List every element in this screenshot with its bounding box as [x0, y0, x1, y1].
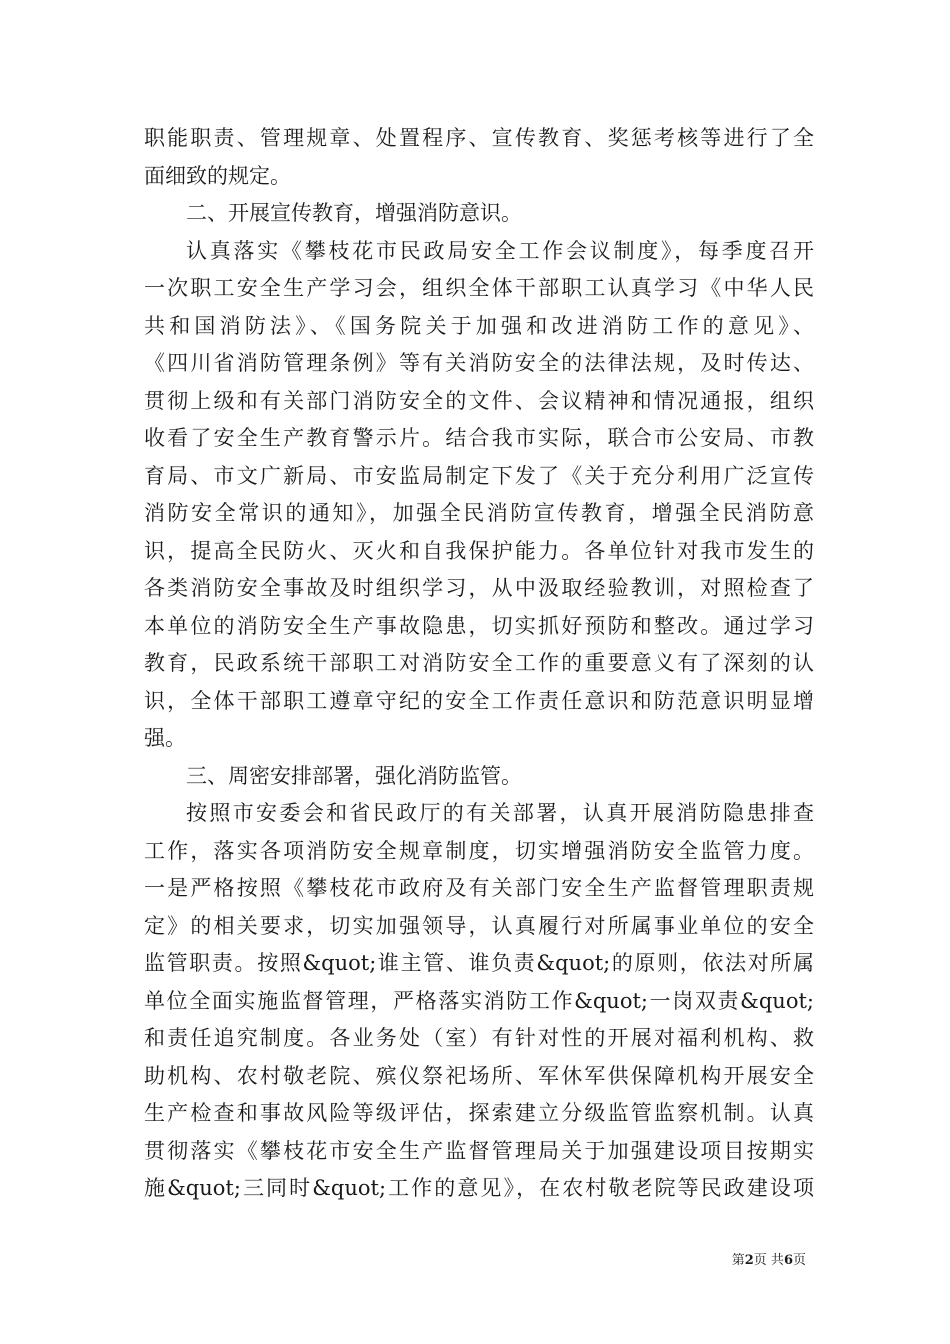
text-line: 本单位的消防安全生产事故隐患，切实抓好预防和整改。通过学习 — [144, 613, 814, 638]
footer-suffix: 页 — [792, 1253, 806, 1268]
text-line: 面细致的规定。 — [144, 163, 291, 188]
text-line: 贯彻落实《攀枝花市安全生产监督管理局关于加强建设项目按期实 — [144, 1138, 814, 1163]
text-line: 共和国消防法》、《国务院关于加强和改进消防工作的意见》、 — [144, 313, 814, 338]
section-heading: 二、开展宣传教育，增强消防意识。 — [186, 201, 522, 225]
text-line: 单位全面实施监督管理，严格落实消防工作&quot;一岗双责&quot; — [144, 988, 814, 1013]
section-heading: 三、周密安排部署，强化消防监管。 — [186, 763, 522, 788]
text-line: 监管职责。按照&quot;谁主管、谁负责&quot;的原则，依法对所属 — [144, 951, 814, 975]
text-line: 认真落实《攀枝花市民政局安全工作会议制度》，每季度召开 — [186, 238, 814, 263]
text-line: 和责任追究制度。各业务处（室）有针对性的开展对福利机构、救 — [144, 1026, 814, 1050]
text-line: 各类消防安全事故及时组织学习，从中汲取经验教训，对照检查了 — [144, 576, 814, 600]
footer-middle: 页 共 — [753, 1253, 784, 1268]
text-line: 消防安全常识的通知》，加强全民消防宣传教育，增强全民消防意 — [144, 501, 814, 525]
text-line: 收看了安全生产教育警示片。结合我市实际，联合市公安局、市教 — [144, 426, 814, 450]
text-line: 工作，落实各项消防安全规章制度，切实增强消防安全监管力度。 — [144, 838, 814, 863]
total-pages-number: 6 — [783, 1253, 793, 1268]
text-line: 识，提高全民防火、灭火和自我保护能力。各单位针对我市发生的 — [144, 538, 814, 563]
text-line: 定》的相关要求，切实加强领导，认真履行对所属事业单位的安全 — [144, 913, 814, 938]
text-line: 助机构、农村敬老院、殡仪祭祀场所、军休军供保障机构开展安全 — [144, 1063, 814, 1088]
text-line: 识，全体干部职工遵章守纪的安全工作责任意识和防范意识明显增 — [144, 688, 814, 713]
text-line: 施&quot;三同时&quot;工作的意见》，在农村敬老院等民政建设项 — [144, 1176, 814, 1200]
text-line: 职能职责、管理规章、处置程序、宣传教育、奖惩考核等进行了全 — [144, 126, 814, 150]
text-line: 生产检查和事故风险等级评估，探索建立分级监管监察机制。认真 — [144, 1101, 814, 1125]
text-line: 教育，民政系统干部职工对消防安全工作的重要意义有了深刻的认 — [144, 651, 814, 675]
text-line: 一次职工安全生产学习会，组织全体干部职工认真学习《中华人民 — [144, 276, 814, 300]
text-line: 育局、市文广新局、市安监局制定下发了《关于充分利用广泛宣传 — [144, 463, 814, 488]
text-line: 《四川省消防管理条例》等有关消防安全的法律法规，及时传达、 — [144, 351, 814, 375]
text-line: 强。 — [144, 726, 186, 750]
footer-prefix: 第 — [731, 1253, 745, 1268]
text-line: 一是严格按照《攀枝花市政府及有关部门安全生产监督管理职责规 — [144, 876, 814, 900]
page-number-footer — [732, 1249, 806, 1268]
text-line: 按照市安委会和省民政厅的有关部署，认真开展消防隐患排查 — [186, 801, 814, 825]
current-page-number: 2 — [744, 1253, 754, 1268]
text-line: 贯彻上级和有关部门消防安全的文件、会议精神和情况通报，组织 — [144, 388, 814, 413]
document-body — [144, 120, 814, 1208]
